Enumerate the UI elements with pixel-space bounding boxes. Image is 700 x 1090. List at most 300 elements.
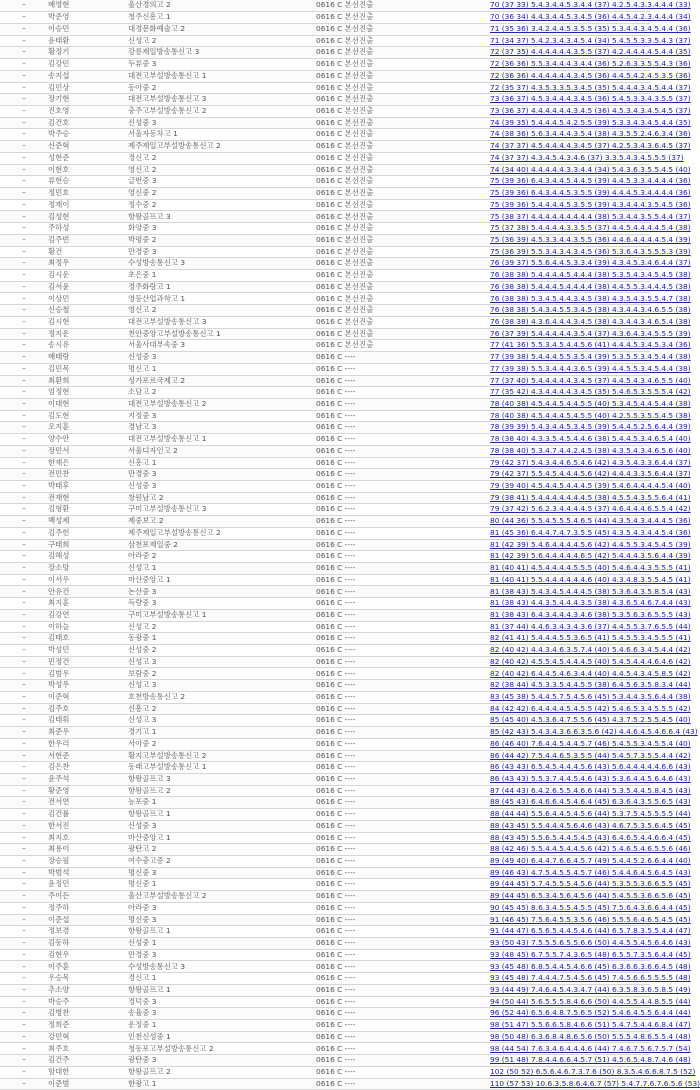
score-link[interactable]: 72 (36 36) 4.4.4.4.4.4.3.4.5 (36) 4.4.5.4.2.4.5.3.5 (36) xyxy=(490,70,691,80)
spacer-cell xyxy=(396,1008,488,1020)
player-school: 호천방송통신고 2 xyxy=(126,691,314,703)
player-school: 명신고 1 xyxy=(126,363,314,375)
row-marker: – xyxy=(0,211,46,223)
score-link[interactable]: 81 (38 43) 6.4.3.4.4.4.3.4.6 (38) 5.3.5.6.3.6.5.5.5 (43) xyxy=(490,609,691,619)
score-cell xyxy=(488,516,691,528)
score-link[interactable]: 94 (50 44) 5.6.5.5.5.8.4.6.6 (50) 4.4.5.5.4.4.8.5.5 (44) xyxy=(490,996,691,1006)
player-school: 대전고부설방송통신고 2 xyxy=(126,398,314,410)
round-status: 0616 C ---- xyxy=(314,387,396,399)
round-status: 0616 C ---- xyxy=(314,1043,396,1055)
score-link[interactable]: 86 (46 40) 7.6.4.4.5.4.4.5.7 (46) 5.4.5.5.3.4.5.5.4 (40) xyxy=(490,738,691,748)
player-school: 박평중 2 xyxy=(126,234,314,246)
score-link[interactable]: 79 (37 42) 5.6.2.3.4.4.4.4.5 (37) 4.6.4.4.4.6.5.5.4 (42) xyxy=(490,504,691,514)
spacer-cell xyxy=(396,152,488,164)
row-marker: – xyxy=(0,352,46,364)
score-link[interactable]: 98 (51 47) 5.5.6.6.5.8.4.6.6 (51) 5.4.7.5.4.4.6.8.4 (47) xyxy=(490,1020,691,1030)
score-link[interactable]: 84 (42 42) 6.4.4.4.4.5.4.5.5 (42) 5.4.6.5.3.4.5.5.5 (42) xyxy=(490,703,691,713)
score-link[interactable]: 75 (39 36) 5.4.4.4.4.5.3.5.5 (39) 4.3.4.4.4.3.5.4.5 (36) xyxy=(490,199,691,209)
score-link[interactable]: 98 (44 54) 7.6.3.4.6.4.4.4.6 (44) 7.4.6.7.5.6.7.5.7 (54) xyxy=(490,1043,691,1053)
score-link[interactable]: 77 (35 42) 4.3.4.4.4.4.3.4.5 (35) 5.4.6.5.3.5.5.5.4 (42) xyxy=(490,387,691,397)
score-link[interactable]: 71 (34 37) 5.4.2.3.4.3.4.5.4 (34) 5.4.5.5.3.3.5.4.3 (37) xyxy=(490,35,691,45)
score-link[interactable]: 77 (39 38) 5.5.3.4.4.4.3.6.5 (39) 4.4.5.5.3.4.5.4.4 (38) xyxy=(490,363,691,373)
round-status: 0616 C ---- xyxy=(314,797,396,809)
table-row xyxy=(0,59,650,71)
row-marker: – xyxy=(0,621,46,633)
row-marker: – xyxy=(0,23,46,35)
spacer-cell xyxy=(396,785,488,797)
round-status: 0616 C ---- xyxy=(314,492,396,504)
round-status: 0616 C ---- xyxy=(314,914,396,926)
row-marker: – xyxy=(0,94,46,106)
player-school: 신성고 2 xyxy=(126,35,314,47)
player-school: 제주제일고부설방송통신고 2 xyxy=(126,141,314,153)
round-status: 0616 C ---- xyxy=(314,973,396,985)
player-school: 항왕골프고 2 xyxy=(126,785,314,797)
player-name: 백성제 xyxy=(46,516,126,528)
score-link[interactable]: 88 (43 45) 5.5.6.5.4.4.5.4.5 (43) 6.4.6.5.4.4.6.6.4 (45) xyxy=(490,832,691,842)
score-link[interactable]: 93 (44 49) 7.4.6.4.5.4.3.4.7 (44) 6.3.5.8.3.6.5.8.5 (49) xyxy=(490,984,691,994)
score-cell xyxy=(488,82,691,94)
player-school: 항왕골프고 3 xyxy=(126,773,314,785)
player-name: 장기현 xyxy=(46,94,126,106)
score-link[interactable]: 86 (43 43) 6.5.4.5.4.4.4.5.6 (43) 5.6.4.4.4.4.4.6.6 (43) xyxy=(490,762,691,772)
score-cell xyxy=(488,996,691,1008)
round-status: 0616 C ---- xyxy=(314,984,396,996)
score-link[interactable]: 79 (42 37) 5.4.3.4.4.6.5.4.6 (42) 4.3.5.4.3.3.6.4.4 (37) xyxy=(490,457,691,467)
table-row xyxy=(0,422,650,434)
player-school: 신흥고 1 xyxy=(126,457,314,469)
player-school: 대전고부설방송통신고 3 xyxy=(126,316,314,328)
row-marker: – xyxy=(0,633,46,645)
round-status: 0616 C 본선진출 xyxy=(314,164,396,176)
player-school: 창원남고 2 xyxy=(126,492,314,504)
score-link[interactable]: 77 (41 36) 5.5.3.4.5.4.4.5.6 (41) 4.4.4.5.3.4.5.3.4 (36) xyxy=(490,340,691,350)
score-link[interactable]: 77 (39 38) 5.4.4.4.5.5.3.5.4 (39) 5.3.5.5.3.4.5.4.4 (38) xyxy=(490,352,691,362)
table-row xyxy=(0,35,650,47)
score-link[interactable]: 82 (38 44) 4.5.3.3.5.4.4.5.5 (38) 6.4.5.6.3.5.8.3.4 (44) xyxy=(490,680,691,690)
score-cell xyxy=(488,363,691,375)
table-row xyxy=(0,211,650,223)
player-name: 김해성 xyxy=(46,551,126,563)
score-cell xyxy=(488,1031,691,1043)
score-cell xyxy=(488,703,691,715)
score-link[interactable]: 88 (45 43) 6.4.6.6.4.5.4.6.4 (45) 6.3.6.4.3.5.5.6.5 (43) xyxy=(490,797,691,807)
table-row xyxy=(0,914,650,926)
score-cell xyxy=(488,199,691,211)
row-marker: – xyxy=(0,188,46,200)
score-link[interactable]: 72 (35 37) 4.3.5.3.3.5.3.4.5 (35) 5.4.4.4.3.4.5.4.4 (37) xyxy=(490,82,691,92)
score-link[interactable]: 81 (40 41) 5.5.4.4.4.4.4.4.6 (40) 4.3.4.8.3.5.5.4.5 (41) xyxy=(490,574,691,584)
table-row xyxy=(0,891,650,903)
spacer-cell xyxy=(396,12,488,24)
score-link[interactable]: 76 (38 38) 5.4.3.4.5.5.3.4.5 (38) 4.3.4.4.3.4.6.5.5 (38) xyxy=(490,305,691,315)
table-row xyxy=(0,820,650,832)
score-link[interactable]: 78 (40 38) 4.5.4.4.5.4.4.5.5 (40) 5.3.4.5.4.4.5.4.4 (38) xyxy=(490,399,691,408)
round-status: 0616 C ---- xyxy=(314,422,396,434)
score-link[interactable]: 77 (37 40) 5.4.4.4.4.4.3.4.5 (37) 4.4.5.4.3.4.6.5.5 (40) xyxy=(490,375,691,385)
player-school: 영등산업과학고 1 xyxy=(126,293,314,305)
score-link[interactable]: 78 (39 39) 5.4.3.4.4.5.3.4.5 (39) 5.4.4.5.2.5.6.4.4 (39) xyxy=(490,422,691,432)
score-cell xyxy=(488,316,691,328)
table-row xyxy=(0,340,650,352)
score-link[interactable]: 85 (45 40) 4.5.3.6.4.7.5.5.6 (45) 4.3.7.5.2.5.5.4.5 (40) xyxy=(490,715,691,725)
player-name: 오지훈 xyxy=(46,422,126,434)
score-cell xyxy=(488,809,691,821)
player-school: 득량중 3 xyxy=(126,598,314,610)
score-link[interactable]: 82 (40 42) 4.5.5.4.5.4.4.4.5 (40) 5.4.5.4.4.4.6.4.6 (42) xyxy=(490,656,691,666)
spacer-cell xyxy=(396,1020,488,1032)
score-link[interactable]: 79 (42 37) 5.5.4.5.4.4.4.5.6 (42) 4.4.4.3.3.5.6.4.4 (37) xyxy=(490,469,691,479)
score-cell xyxy=(488,645,691,657)
score-cell xyxy=(488,820,691,832)
row-marker: – xyxy=(0,703,46,715)
score-cell xyxy=(488,352,691,364)
player-school: 신성중 3 xyxy=(126,117,314,129)
table-row xyxy=(0,223,650,235)
score-cell xyxy=(488,223,691,235)
spacer-cell xyxy=(396,1066,488,1078)
score-link[interactable]: 96 (52 44) 6.5.6.4.8.7.5.6.5 (52) 5.4.6.4.5.5.6.4.4 (44) xyxy=(490,1008,691,1018)
row-marker: – xyxy=(0,820,46,832)
score-link[interactable]: 75 (36 39) 4.5.3.3.4.4.3.5.5 (36) 4.4.6.4.4.4.4.5.4 (39) xyxy=(490,234,691,244)
spacer-cell xyxy=(396,563,488,575)
score-cell xyxy=(488,1055,691,1067)
player-school: 울산고부설방송통신고 2 xyxy=(126,891,314,903)
player-name: 장민서 xyxy=(46,445,126,457)
score-link[interactable]: 80 (44 36) 5.5.4.5.5.5.4.6.5 (44) 4.3.5.4.3.4.4.4.5 (36) xyxy=(490,516,691,526)
score-link[interactable]: 76 (37 39) 5.4.4.4.4.4.3.5.4 (37) 4.3.6.4.3.4.5.5.5 (39) xyxy=(490,328,691,338)
round-status: 0616 C ---- xyxy=(314,563,396,575)
score-cell xyxy=(488,867,691,879)
player-name: 최주호 xyxy=(46,1043,126,1055)
round-status: 0616 C ---- xyxy=(314,691,396,703)
score-link[interactable]: 81 (40 41) 4.5.4.4.4.4.5.5.5 (40) 5.4.6.4.4.3.5.5.5 (41) xyxy=(490,563,691,573)
score-cell xyxy=(488,293,691,305)
round-status: 0616 C 본선진출 xyxy=(314,105,396,117)
player-school: 신성중 3 xyxy=(126,352,314,364)
score-cell xyxy=(488,129,691,141)
row-marker: – xyxy=(0,516,46,528)
score-link[interactable]: 78 (40 38) 4.5.4.4.4.5.4.5.5 (40) 4.2.5.5.3.5.5.4.5 (38) xyxy=(490,410,691,420)
round-status: 0616 C ---- xyxy=(314,832,396,844)
player-name: 김건주 xyxy=(46,1055,126,1067)
table-row xyxy=(0,316,650,328)
score-link[interactable]: 82 (40 42) 4.4.3.4.6.3.5.7.4 (40) 5.4.6.6.3.4.5.4.4 (42) xyxy=(490,645,691,655)
row-marker: – xyxy=(0,598,46,610)
score-link[interactable]: 81 (42 39) 5.4.6.4.4.4.4.5.6 (42) 4.4.5.5.3.4.5.4.5 (39) xyxy=(490,539,691,549)
score-link[interactable]: 74 (38 36) 5.6.3.4.4.4.3.5.4 (38) 4.3.5.5.2.4.6.3.4 (36) xyxy=(490,129,691,139)
player-school: 만경중 3 xyxy=(126,246,314,258)
round-status: 0616 C ---- xyxy=(314,656,396,668)
score-link[interactable]: 110 (57 53) 10.6.3.5.8.6.4.6.7 (57) 5.4.7.7.6.7.6.5.6 (53) xyxy=(490,1078,700,1088)
score-link[interactable]: 78 (38 40) 4.3.3.5.4.5.4.4.6 (38) 5.4.4.5.3.4.6.5.4 (40) xyxy=(490,434,691,444)
score-link[interactable]: 72 (36 36) 5.5.3.4.4.4.3.4.4 (36) 5.2.6.3.3.5.5.4.3 (36) xyxy=(490,59,691,69)
spacer-cell xyxy=(396,352,488,364)
score-link[interactable]: 82 (40 42) 6.4.4.5.4.6.3.4.4 (40) 4.4.5.4.3.4.5.8.5 (42) xyxy=(490,668,691,678)
round-status: 0616 C ---- xyxy=(314,633,396,645)
player-name: 김건호 xyxy=(46,117,126,129)
player-name: 김도현 xyxy=(46,410,126,422)
player-name: 한우리 xyxy=(46,738,126,750)
table-row xyxy=(0,1020,650,1032)
player-name: 주하성 xyxy=(46,223,126,235)
score-link[interactable]: 75 (38 37) 4.4.4.4.4.4.4.4.4 (38) 5.3.4.4.3.5.5.4.4 (37) xyxy=(490,211,691,221)
round-status: 0616 C ---- xyxy=(314,1020,396,1032)
round-status: 0616 C ---- xyxy=(314,621,396,633)
player-name: 배영현 xyxy=(46,0,126,12)
round-status: 0616 C ---- xyxy=(314,762,396,774)
score-link[interactable]: 93 (45 48) 7.4.4.4.7.5.4.5.6 (45) 7.4.5.6.6.5.5.5.5 (48) xyxy=(490,973,691,983)
round-status: 0616 C ---- xyxy=(314,785,396,797)
score-cell xyxy=(488,1078,700,1090)
score-cell xyxy=(488,668,691,680)
score-link[interactable]: 72 (37 35) 4.4.4.4.4.4.3.5.5 (37) 4.2.4.4.4.4.5.4.4 (35) xyxy=(490,47,691,57)
score-link[interactable]: 79 (38 41) 5.4.4.4.4.4.4.4.5 (38) 4.5.5.4.3.5.5.6.4 (41) xyxy=(490,492,691,502)
spacer-cell xyxy=(396,258,488,270)
score-link[interactable]: 81 (37 44) 4.4.6.3.4.3.4.3.6 (37) 4.4.5.5.3.7.6.5.5 (44) xyxy=(490,621,691,631)
table-row xyxy=(0,703,650,715)
spacer-cell xyxy=(396,246,488,258)
score-link[interactable]: 76 (38 38) 5.4.4.4.5.4.4.4.4 (38) 4.4.5.5.3.4.4.4.5 (38) xyxy=(490,281,691,291)
score-cell xyxy=(488,984,691,996)
row-marker: – xyxy=(0,234,46,246)
round-status: 0616 C ---- xyxy=(314,527,396,539)
spacer-cell xyxy=(396,480,488,492)
score-link[interactable]: 91 (46 45) 7.5.6.4.5.5.3.5.6 (46) 5.5.5.6.4.6.5.4.5 (45) xyxy=(490,914,691,924)
score-link[interactable]: 81 (38 43) 4.4.3.5.4.4.4.3.5 (38) 4.3.6.5.4.6.7.4.4 (43) xyxy=(490,598,691,608)
score-link[interactable]: 75 (39 36) 6.4.3.4.4.5.3.5.5 (39) 4.4.4.5.3.4.4.4.4 (36) xyxy=(490,188,691,198)
score-link[interactable]: 74 (39 35) 5.4.4.4.5.4.2.5.5 (39) 5.3.3.4.3.4.5.4.4 (35) xyxy=(490,117,691,127)
row-marker: – xyxy=(0,527,46,539)
player-school: 송율중 3 xyxy=(126,1008,314,1020)
spacer-cell xyxy=(396,105,488,117)
spacer-cell xyxy=(396,691,488,703)
row-marker: – xyxy=(0,176,46,188)
score-link[interactable]: 78 (38 40) 5.3.4.7.4.4.2.4.5 (38) 4.3.5.4.3.4.6.5.6 (40) xyxy=(490,445,691,455)
score-link[interactable]: 99 (51 48) 7.8.4.4.6.6.4.5.7 (51) 4.5.6.5.4.8.7.4.6 (48) xyxy=(490,1055,691,1065)
score-link[interactable]: 89 (44 45) 6.5.3.4.5.6.4.5.6 (44) 5.4.5.5.3.6.6.5.6 (45) xyxy=(490,891,691,901)
table-row xyxy=(0,504,650,516)
score-link[interactable]: 75 (37 38) 5.4.4.4.4.3.3.5.5 (37) 4.4.5.4.4.4.4.5.4 (38) xyxy=(490,223,691,233)
player-name: 김범우 xyxy=(46,668,126,680)
table-row xyxy=(0,387,650,399)
row-marker: – xyxy=(0,680,46,692)
player-name: 안유건 xyxy=(46,586,126,598)
score-cell xyxy=(488,621,691,633)
score-link[interactable]: 83 (45 38) 5.4.4.5.7.5.4.5.6 (45) 5.3.4.4.3.5.6.4.4 (38) xyxy=(490,691,691,701)
score-cell xyxy=(488,340,691,352)
round-status: 0616 C 본선진출 xyxy=(314,47,396,59)
score-link[interactable]: 93 (45 48) 6.8.5.4.4.5.4.6.6 (45) 6.3.6.6.3.6.6.4.5 (48) xyxy=(490,961,691,971)
score-cell xyxy=(488,387,691,399)
player-school: 명신중 3 xyxy=(126,867,314,879)
score-cell xyxy=(488,152,684,164)
score-link[interactable]: 98 (50 48) 6.3.6.8.4.8.6.5.6 (50) 5.5.5.4.8.6.5.5.4 (48) xyxy=(490,1031,691,1041)
score-cell xyxy=(488,656,691,668)
score-link[interactable]: 81 (45 36) 6.4.4.7.4.7.3.5.5 (45) 4.3.5.4.3.4.4.5.4 (36) xyxy=(490,527,691,537)
row-marker: – xyxy=(0,445,46,457)
score-cell xyxy=(488,844,691,856)
score-link[interactable]: 74 (34 40) 4.4.4.4.4.3.3.4.4 (34) 5.4.3.6.3.5.5.4.5 (40) xyxy=(490,164,691,174)
spacer-cell xyxy=(396,164,488,176)
player-school: 대경문화예술고 2 xyxy=(126,23,314,35)
score-link[interactable]: 93 (50 43) 7.5.5.5.6.5.5.6.6 (50) 4.4.5.5.4.5.6.4.6 (43) xyxy=(490,938,691,948)
round-status: 0616 C 본선진출 xyxy=(314,94,396,106)
score-link[interactable]: 75 (36 39) 5.5.3.4.3.4.3.4.5 (36) 5.3.6.4.3.5.5.5.3 (39) xyxy=(490,246,691,256)
score-link[interactable]: 73 (36 37) 4.4.4.4.4.4.3.4.5 (36) 4.5.3.4.3.4.5.4.5 (37) xyxy=(490,106,691,116)
player-name: 최지호 xyxy=(46,832,126,844)
round-status: 0616 C 본선진출 xyxy=(314,188,396,200)
player-school: 영신고 2 xyxy=(126,305,314,317)
player-name: 박준영 xyxy=(46,12,126,24)
player-name: 김시현 xyxy=(46,316,126,328)
spacer-cell xyxy=(396,984,488,996)
round-status: 0616 C ---- xyxy=(314,773,396,785)
score-cell xyxy=(488,1066,696,1078)
spacer-cell xyxy=(396,35,488,47)
score-cell xyxy=(488,281,691,293)
score-link[interactable]: 89 (44 45) 5.7.4.5.5.5.4.5.6 (44) 5.3.5.5.3.6.6.5.5 (45) xyxy=(490,879,691,889)
player-name: 한재은 xyxy=(46,457,126,469)
round-status: 0616 C ---- xyxy=(314,375,396,387)
score-link[interactable]: 88 (43 45) 5.5.4.4.4.5.6.4.6 (43) 4.6.7.5.3.5.6.4.5 (45) xyxy=(490,820,691,830)
score-link[interactable]: 73 (36 37) 4.5.3.4.4.4.3.4.5 (36) 5.4.5.3.3.4.3.5.5 (37) xyxy=(490,94,691,104)
spacer-cell xyxy=(396,668,488,680)
score-link[interactable]: 93 (48 45) 6.7.5.5.7.4.3.6.5 (48) 6.5.5.7.3.5.6.4.4 (45) xyxy=(490,949,691,959)
score-cell xyxy=(488,422,691,434)
round-status: 0616 C ---- xyxy=(314,809,396,821)
score-cell xyxy=(488,1043,691,1055)
table-row xyxy=(0,984,650,996)
score-link[interactable]: 89 (49 40) 6.4.4.7.6.6.4.5.7 (49) 5.4.4.5.2.6.6.4.4 (40) xyxy=(490,856,691,866)
score-link[interactable]: 75 (39 36) 6.4.3.4.4.5.4.4.5 (39) 4.4.5.3.3.4.4.4.4 (36) xyxy=(490,176,691,186)
player-name: 송시유 xyxy=(46,340,126,352)
score-link[interactable]: 74 (37 37) 4.5.4.4.4.4.3.4.5 (37) 4.2.5.3.4.3.6.4.5 (37) xyxy=(490,141,691,151)
score-link[interactable]: 71 (35 36) 3.4.2.4.4.5.3.5.5 (35) 5.3.4.4.3.4.5.4.4 (36) xyxy=(490,24,691,33)
row-marker: – xyxy=(0,480,46,492)
player-name: 박승주 xyxy=(46,996,126,1008)
player-name: 윤정민 xyxy=(46,879,126,891)
score-link[interactable]: 81 (42 39) 5.6.4.4.4.4.4.6.5 (42) 5.4.4.4.3.5.6.4.4 (39) xyxy=(490,551,691,561)
player-name: 김주호 xyxy=(46,703,126,715)
score-link[interactable]: 74 (37 37) 4.3.4.5.4.3.4.6 (37) 3.3.5.4.3.4.5.5.5 (37) xyxy=(490,152,684,162)
row-marker: – xyxy=(0,1031,46,1043)
score-link[interactable]: 89 (46 43) 4.7.5.4.5.5.4.5.7 (46) 5.4.4.6.4.5.6.4.5 (43) xyxy=(490,867,691,877)
player-name: 양수안 xyxy=(46,434,126,446)
table-row xyxy=(0,973,650,985)
score-cell xyxy=(488,234,691,246)
score-cell xyxy=(488,891,691,903)
table-row xyxy=(0,738,650,750)
round-status: 0616 C 본선진출 xyxy=(314,223,396,235)
score-cell xyxy=(488,926,691,938)
row-marker: – xyxy=(0,434,46,446)
spacer-cell xyxy=(396,539,488,551)
score-cell xyxy=(488,270,691,282)
player-school: 제주제일고부설방송통신고 2 xyxy=(126,527,314,539)
score-link[interactable]: 90 (45 45) 8.6.3.4.5.5.4.5.5 (45) 7.5.6.4.3.6.6.4.4 (45) xyxy=(490,902,691,912)
player-school: 울산경의고 2 xyxy=(126,0,314,12)
table-row xyxy=(0,551,650,563)
table-row xyxy=(0,563,650,575)
row-marker: – xyxy=(0,785,46,797)
score-cell xyxy=(488,94,691,106)
table-row xyxy=(0,961,650,973)
score-link[interactable]: 91 (44 47) 6.5.6.5.4.4.5.4.6 (44) 6.5.7.8.3.5.5.4.4 (47) xyxy=(490,926,691,936)
spacer-cell xyxy=(396,855,488,867)
score-link[interactable]: 86 (44 42) 7.5.4.4.6.5.3.5.5 (44) 5.4.5.7.3.5.5.4.4 (42) xyxy=(490,750,691,760)
player-name: 정희준 xyxy=(46,1020,126,1032)
score-link[interactable]: 76 (39 37) 5.5.6.4.4.5.3.3.4 (39) 4.3.4.5.3.4.6.4.4 (37) xyxy=(490,258,691,268)
player-name: 추소양 xyxy=(46,984,126,996)
score-link[interactable]: 76 (38 38) 4.3.6.4.4.4.3.4.5 (38) 4.3.4.4.3.4.6.5.4 (38) xyxy=(490,316,691,326)
score-link[interactable]: 88 (42 46) 5.5.4.4.5.4.4.5.6 (42) 5.4.6.5.4.6.5.5.6 (46) xyxy=(490,844,691,854)
score-cell xyxy=(488,211,691,223)
spacer-cell xyxy=(396,703,488,715)
row-marker: – xyxy=(0,691,46,703)
score-link[interactable]: 76 (38 38) 5.3.4.5.4.4.3.4.5 (38) 4.3.5.4.3.5.5.4.7 (38) xyxy=(490,293,691,303)
table-row xyxy=(0,633,650,645)
row-marker: – xyxy=(0,363,46,375)
player-name: 정재이 xyxy=(46,199,126,211)
score-cell xyxy=(488,246,691,258)
player-name: 김태호 xyxy=(46,633,126,645)
table-row xyxy=(0,867,650,879)
player-name: 황준영 xyxy=(46,785,126,797)
score-cell xyxy=(488,164,691,176)
spacer-cell xyxy=(396,0,488,12)
round-status: 0616 C ---- xyxy=(314,902,396,914)
player-name: 최용이 xyxy=(46,844,126,856)
score-link[interactable]: 102 (50 52) 6.5.6.4.6.7.3.7.6 (50) 8.3.5.4.6.6.8.7.5 (52) xyxy=(490,1066,696,1076)
score-cell xyxy=(488,70,691,82)
player-school: 신성고 3 xyxy=(126,680,314,692)
score-cell xyxy=(488,35,691,47)
score-link[interactable]: 70 (36 34) 4.4.3.4.4.5.3.4.5 (36) 4.4.5.4.2.3.4.4.4 (34) xyxy=(490,12,691,22)
player-name: 윤태환 xyxy=(46,35,126,47)
score-link[interactable]: 70 (37 33) 5.4.3.4.4.5.3.4.4 (37) 4.2.5.4.3.3.4.4.4 (33) xyxy=(490,0,691,10)
round-status: 0616 C ---- xyxy=(314,645,396,657)
score-link[interactable]: 86 (43 43) 5.5.3.7.4.4.5.4.6 (43) 5.3.6.4.4.5.6.4.6 (43) xyxy=(490,774,691,783)
player-name: 이준범 xyxy=(46,1078,126,1090)
round-status: 0616 C 본선진출 xyxy=(314,152,396,164)
player-school: 대전고부설방송통신고 3 xyxy=(126,94,314,106)
score-link[interactable]: 81 (38 43) 5.4.3.4.5.4.4.4.5 (38) 5.3.6.4.3.5.8.5.4 (43) xyxy=(490,586,691,596)
spacer-cell xyxy=(396,59,488,71)
score-link[interactable]: 76 (38 38) 5.4.4.4.4.5.4.4.4 (38) 5.3.5.4.3.4.5.4.5 (38) xyxy=(490,270,691,280)
round-status: 0616 C ---- xyxy=(314,480,396,492)
score-cell xyxy=(488,305,691,317)
spacer-cell xyxy=(396,926,488,938)
spacer-cell xyxy=(396,504,488,516)
score-link[interactable]: 82 (41 41) 5.4.4.4.5.5.3.6.5 (41) 5.4.5.5.3.4.5.5.5 (41) xyxy=(490,633,691,643)
score-cell xyxy=(488,457,691,469)
round-status: 0616 C 본선진출 xyxy=(314,293,396,305)
player-school: 신성고 3 xyxy=(126,715,314,727)
round-status: 0616 C 본선진출 xyxy=(314,305,396,317)
score-link[interactable]: 85 (42 43) 5.4.3.4.3.6.6.3.5.6 (42) 4.4.6.4.5.4.6.6.4 (43) xyxy=(490,727,698,737)
score-link[interactable]: 88 (44 44) 5.5.6.4.4.5.4.5.6 (44) 5.3.7.5.4.5.5.5.5 (44) xyxy=(490,809,691,819)
score-cell xyxy=(488,738,691,750)
score-link[interactable]: 87 (44 43) 6.4.2.6.5.5.4.6.6 (44) 5.3.5.4.4.5.8.4.5 (43) xyxy=(490,785,691,795)
row-marker: – xyxy=(0,797,46,809)
row-marker: – xyxy=(0,422,46,434)
score-link[interactable]: 79 (39 40) 4.5.4.4.5.4.4.4.5 (39) 5.4.6.4.4.4.4.5.4 (40) xyxy=(490,481,691,491)
row-marker: – xyxy=(0,492,46,504)
round-status: 0616 C ---- xyxy=(314,715,396,727)
row-marker: – xyxy=(0,293,46,305)
table-row xyxy=(0,797,650,809)
